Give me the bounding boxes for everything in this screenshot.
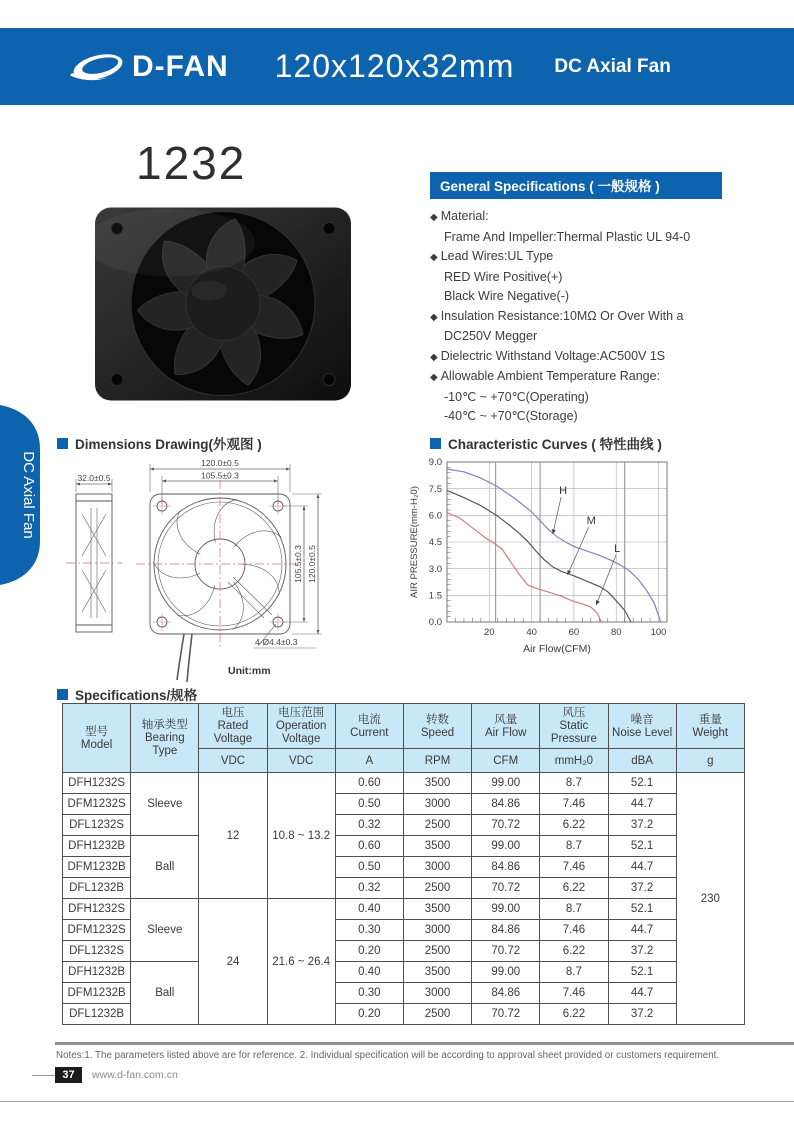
table-body	[63, 773, 745, 1025]
y-tick-label: 9.0	[428, 457, 442, 469]
cell-speed: 3500	[403, 962, 471, 983]
cell-pressure: 8.7	[540, 773, 608, 794]
curve-label-M: M	[586, 515, 596, 528]
cell-current: 0.20	[335, 941, 403, 962]
col-header-rated_voltage: 电压 Rated Voltage	[199, 704, 267, 749]
cell-noise: 37.2	[608, 878, 676, 899]
cell-noise: 52.1	[608, 773, 676, 794]
spec-line: ◆ Allowable Ambient Temperature Range:	[430, 369, 661, 383]
unit-header-operation_voltage: VDC	[267, 749, 335, 773]
cell-noise: 52.1	[608, 836, 676, 857]
cell-model: DFM1232S	[63, 920, 131, 941]
cell-model: DFM1232B	[63, 857, 131, 878]
spec-row	[63, 899, 745, 920]
cell-noise: 44.7	[608, 857, 676, 878]
y-tick-label: 3.0	[428, 563, 442, 575]
cell-pressure: 6.22	[540, 878, 608, 899]
col-header-pressure: 风压 Static Pressure	[540, 704, 608, 749]
unit-header-speed: RPM	[403, 749, 471, 773]
unit-header-current: A	[335, 749, 403, 773]
unit-header-rated_voltage: VDC	[199, 749, 267, 773]
cell-model: DFL1232B	[63, 1004, 131, 1025]
cell-current: 0.30	[335, 920, 403, 941]
cell-speed: 3500	[403, 836, 471, 857]
spec-row	[63, 962, 745, 983]
unit-header-airflow: CFM	[472, 749, 540, 773]
general-specs-list	[430, 207, 722, 427]
cell-current: 0.40	[335, 899, 403, 920]
cell-speed: 3000	[403, 857, 471, 878]
spec-row	[63, 836, 745, 857]
dim-hole-pitch-v: 105.5±0.3	[293, 545, 303, 583]
col-header-airflow: 风量 Air Flow	[472, 704, 540, 749]
cell-pressure: 6.22	[540, 1004, 608, 1025]
col-header-bearing: 轴承类型 Bearing Type	[131, 704, 199, 773]
cell-airflow: 99.00	[472, 836, 540, 857]
cell-model: DFM1232S	[63, 794, 131, 815]
x-tick-label: 80	[610, 627, 622, 638]
logo-text: D-FAN	[132, 49, 229, 83]
brand-logo	[70, 48, 229, 86]
cell-pressure: 7.46	[540, 857, 608, 878]
cell-pressure: 7.46	[540, 794, 608, 815]
col-header-current: 电流 Current	[335, 704, 403, 749]
cell-speed: 2500	[403, 878, 471, 899]
cell-pressure: 7.46	[540, 983, 608, 1004]
bottom-rule	[0, 1101, 794, 1102]
section-title-curves: Characteristic Curves ( 特性曲线 )	[430, 433, 662, 453]
product-photo	[85, 200, 375, 410]
cell-model: DFH1232B	[63, 836, 131, 857]
page-number-badge: 37	[55, 1067, 82, 1083]
cell-current: 0.30	[335, 983, 403, 1004]
cell-rated-voltage: 12	[199, 773, 267, 899]
y-tick-label: 7.5	[428, 483, 442, 495]
product-type-label: DC Axial Fan	[554, 55, 671, 77]
cell-model: DFH1232B	[63, 962, 131, 983]
cell-pressure: 6.22	[540, 815, 608, 836]
cell-noise: 37.2	[608, 1004, 676, 1025]
y-axis-label: AIR PRESSURE(mm-H₂0)	[409, 486, 420, 598]
spec-line: ◆ Insulation Resistance:10MΩ Or Over With a	[430, 308, 684, 323]
cell-weight: 230	[676, 773, 744, 1025]
cell-pressure: 8.7	[540, 962, 608, 983]
x-tick-label: 20	[484, 627, 495, 638]
dim-depth: 32.0±0.5	[77, 473, 111, 483]
general-specifications	[430, 172, 722, 427]
header-banner	[0, 28, 794, 105]
side-tab	[0, 403, 48, 587]
dim-width-outer: 120.0±0.5	[201, 458, 239, 468]
col-header-noise: 噪音 Noise Level	[608, 704, 676, 749]
cell-airflow: 84.86	[472, 857, 540, 878]
spec-line: Black Wire Negative(-)	[444, 289, 570, 303]
cell-speed: 3000	[403, 794, 471, 815]
cell-model: DFH1232S	[63, 773, 131, 794]
spec-line: ◆ Lead Wires:UL Type	[430, 249, 554, 263]
cell-speed: 3500	[403, 773, 471, 794]
cell-model: DFL1232S	[63, 941, 131, 962]
cell-airflow: 99.00	[472, 773, 540, 794]
spec-line: RED Wire Positive(+)	[444, 269, 563, 284]
col-header-model: 型号 Model	[63, 704, 131, 773]
side-tab-label: DC Axial Fan	[20, 451, 37, 539]
x-tick-label: 100	[650, 627, 667, 638]
diamond-bullet-icon: ◆	[430, 311, 438, 323]
cell-current: 0.20	[335, 1004, 403, 1025]
curve-H	[447, 469, 661, 622]
curve-L	[447, 513, 601, 622]
cell-pressure: 8.7	[540, 899, 608, 920]
x-tick-label: 60	[568, 627, 580, 638]
cell-current: 0.50	[335, 857, 403, 878]
spec-line: DC250V Megger	[444, 329, 538, 343]
swoosh-ellipse-icon	[70, 48, 128, 86]
model-number: 1232	[136, 137, 247, 189]
cell-model: DFL1232B	[63, 878, 131, 899]
blue-square-icon	[430, 438, 441, 449]
dim-holes-callout: 4-Ø4.4±0.3	[255, 637, 298, 647]
dimensions-drawing	[58, 452, 388, 698]
spec-line: -10℃ ~ +70℃(Operating)	[444, 389, 589, 404]
diamond-bullet-icon: ◆	[430, 252, 438, 263]
cell-noise: 37.2	[608, 941, 676, 962]
cell-current: 0.60	[335, 773, 403, 794]
cell-noise: 52.1	[608, 962, 676, 983]
unit-header-weight: g	[676, 749, 744, 773]
page-badge-line	[32, 1075, 55, 1076]
cell-bearing: Sleeve	[131, 773, 199, 836]
cell-speed: 3000	[403, 983, 471, 1004]
curve-label-H: H	[559, 485, 568, 497]
cell-operation-voltage: 10.8 ~ 13.2	[267, 773, 335, 899]
col-header-speed: 转数 Speed	[403, 704, 471, 749]
y-tick-label: 1.5	[428, 590, 442, 602]
cell-noise: 44.7	[608, 920, 676, 941]
cell-noise: 44.7	[608, 794, 676, 815]
cell-pressure: 8.7	[540, 836, 608, 857]
cell-airflow: 84.86	[472, 983, 540, 1004]
cell-speed: 3500	[403, 899, 471, 920]
cell-model: DFH1232S	[63, 899, 131, 920]
cell-airflow: 70.72	[472, 815, 540, 836]
cell-airflow: 70.72	[472, 941, 540, 962]
footer-notes: Notes:1. The parameters listed above are for reference. 2. Individual specification will be according to approval sheet provided or customers requirement.	[56, 1050, 720, 1061]
cell-current: 0.60	[335, 836, 403, 857]
cell-operation-voltage: 21.6 ~ 26.4	[267, 899, 335, 1025]
cell-airflow: 84.86	[472, 794, 540, 815]
cell-current: 0.32	[335, 878, 403, 899]
cell-noise: 37.2	[608, 815, 676, 836]
cell-airflow: 99.00	[472, 899, 540, 920]
cell-rated-voltage: 24	[199, 899, 267, 1025]
dim-unit: Unit:mm	[228, 665, 271, 677]
cell-speed: 2500	[403, 941, 471, 962]
cell-speed: 2500	[403, 1004, 471, 1025]
dim-height-outer: 120.0±0.5	[307, 545, 317, 583]
general-specs-header: General Specifications ( 一般规格 )	[430, 172, 722, 199]
spec-row	[63, 773, 745, 794]
spec-line: ◆ Dielectric Withstand Voltage:AC500V 1S	[430, 348, 666, 363]
cell-model: DFM1232B	[63, 983, 131, 1004]
header-row-titles	[63, 704, 745, 749]
spec-line: Frame And Impeller:Thermal Plastic UL 94-0	[444, 229, 691, 244]
website-url: www.d-fan.com.cn	[92, 1069, 178, 1081]
cell-noise: 52.1	[608, 899, 676, 920]
y-tick-label: 0.0	[428, 617, 442, 629]
cell-speed: 3000	[403, 920, 471, 941]
cell-pressure: 7.46	[540, 920, 608, 941]
x-axis-label: Air Flow(CFM)	[523, 643, 591, 655]
cell-airflow: 70.72	[472, 1004, 540, 1025]
y-tick-label: 6.0	[428, 510, 442, 522]
unit-header-noise: dBA	[608, 749, 676, 773]
cell-airflow: 70.72	[472, 878, 540, 899]
fan-hub	[186, 267, 260, 341]
blue-square-icon	[57, 438, 68, 449]
cell-noise: 44.7	[608, 983, 676, 1004]
cell-airflow: 84.86	[472, 920, 540, 941]
section-title-dimensions: Dimensions Drawing(外观图 )	[57, 433, 262, 453]
impeller-blades	[151, 496, 284, 631]
col-header-weight: 重量 Weight	[676, 704, 744, 749]
cell-bearing: Sleeve	[131, 899, 199, 962]
dim-hole-pitch: 105.5±0.3	[201, 470, 239, 481]
curve-label-L: L	[614, 542, 621, 555]
centerlines	[66, 480, 300, 648]
spec-line: ◆ Material:	[430, 209, 489, 223]
curve-M	[447, 490, 631, 622]
cell-model: DFL1232S	[63, 815, 131, 836]
diamond-bullet-icon: ◆	[430, 372, 438, 383]
diamond-bullet-icon: ◆	[430, 351, 438, 363]
spec-line: -40℃ ~ +70℃(Storage)	[444, 409, 578, 423]
cell-speed: 2500	[403, 815, 471, 836]
cell-bearing: Ball	[131, 962, 199, 1025]
section-title-specifications: Specifications/规格	[57, 684, 197, 704]
specifications-table	[62, 703, 745, 1025]
x-tick-label: 40	[526, 627, 537, 638]
cell-current: 0.40	[335, 962, 403, 983]
cell-pressure: 6.22	[540, 941, 608, 962]
unit-header-pressure: mmH₂0	[540, 749, 608, 773]
cell-airflow: 99.00	[472, 962, 540, 983]
footer-rule	[55, 1042, 794, 1045]
y-tick-label: 4.5	[428, 537, 442, 549]
table-header	[63, 704, 745, 773]
diamond-bullet-icon: ◆	[430, 212, 438, 223]
page-title: 120x120x32mm	[274, 48, 515, 84]
characteristic-curves-chart	[405, 450, 705, 685]
cell-current: 0.50	[335, 794, 403, 815]
col-header-operation_voltage: 电压范围 Operation Voltage	[267, 704, 335, 749]
cell-bearing: Ball	[131, 836, 199, 899]
cell-current: 0.32	[335, 815, 403, 836]
